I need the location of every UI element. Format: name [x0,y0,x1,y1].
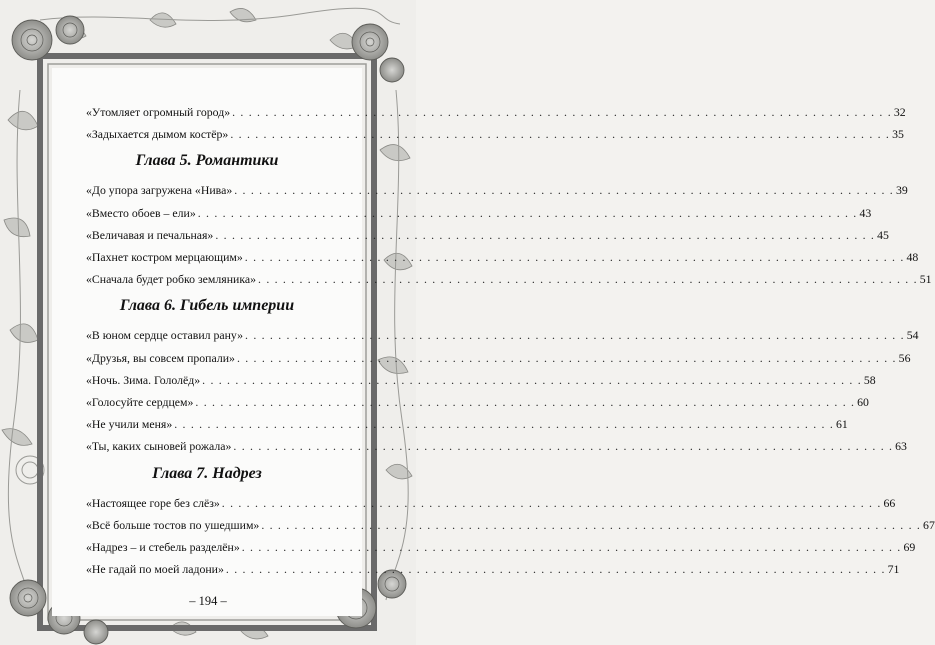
toc-entry-title: «Не учили меня» [86,417,173,432]
content-panel [52,68,935,616]
toc-entry-title: «До упора загружена «Нива» [86,183,233,198]
toc-entry [86,561,900,577]
toc-entry-title: «Всё больше тостов по ушедшим» [86,517,260,532]
dot-leader: . . . . . . . . . . . . . . . . . . . . . . . . . . . . . . . . . . . . . . . . . . . . . . . . . . . . . . . . . . . . . . . . . . . . . . . . . . . . . . . . [174,417,834,432]
toc-entry-title: «Голосуйте сердцем» [86,395,194,409]
toc-entry [86,126,904,142]
chapter-heading: Глава 6. Гибель империи [119,297,295,315]
toc-entry [86,372,876,388]
toc-entry-page: 71 [887,562,900,577]
toc-entry [86,227,889,243]
toc-entry [86,539,916,555]
toc-entry-page: 56 [898,350,911,365]
dot-leader: . . . . . . . . . . . . . . . . . . . . . . . . . . . . . . . . . . . . . . . . . . . . . . . . . . . . . . . . . . . . . . . . . . . . . . . . . . . . . . . . [236,350,897,365]
toc-entry-title: «Величавая и печальная» [86,227,214,242]
toc-entry-page: 45 [877,227,889,242]
toc-entry [86,416,848,432]
toc-entry [86,495,896,511]
dot-leader: . . . . . . . . . . . . . . . . . . . . . . . . . . . . . . . . . . . . . . . . . . . . . . . . . . . . . . . . . . . . . . . . . . . . . . . . . . . . . . . . [230,127,891,142]
dot-leader: . . . . . . . . . . . . . . . . . . . . . . . . . . . . . . . . . . . . . . . . . . . . . . . . . . . . . . . . . . . . . . . . . . . . . . . . . . . . . . . . [215,227,876,242]
dot-leader: . . . . . . . . . . . . . . . . . . . . . . . . . . . . . . . . . . . . . . . . . . . . . . . . . . . . . . . . . . . . . . . . . . . . . . . . . . . . . . . . [261,517,922,532]
dot-leader: . . . . . . . . . . . . . . . . . . . . . . . . . . . . . . . . . . . . . . . . . . . . . . . . . . . . . . . . . . . . . . . . . . . . . . . . . . . . . . . . [234,183,894,198]
toc-entry-title: «Вместо обоев – ели» [86,205,196,220]
table-of-contents [52,68,935,616]
dot-leader: . . . . . . . . . . . . . . . . . . . . . . . . . . . . . . . . . . . . . . . . . . . . . . . . . . . . . . . . . . . . . . . . . . . . . . . . . . . . . . . . [258,272,918,287]
toc-entry-page: 69 [903,540,916,554]
chapter-heading: Глава 7. Надрез [152,464,262,482]
dot-leader: . . . . . . . . . . . . . . . . . . . . . . . . . . . . . . . . . . . . . . . . . . . . . . . . . . . . . . . . . . . . . . . . . . . . . . . . . . . . . . . . [195,395,856,409]
toc-entry-page: 51 [919,272,932,287]
toc-entry-page: 60 [857,395,869,409]
toc-entry [86,205,872,221]
dot-leader: . . . . . . . . . . . . . . . . . . . . . . . . . . . . . . . . . . . . . . . . . . . . . . . . . . . . . . . . . . . . . . . . . . . . . . . . . . . . . . . . [221,495,882,510]
toc-entry [86,182,908,198]
toc-entry [86,249,919,265]
dot-leader: . . . . . . . . . . . . . . . . . . . . . . . . . . . . . . . . . . . . . . . . . . . . . . . . . . . . . . . . . . . . . . . . . . . . . . . . . . . . . . . . [202,372,862,387]
toc-entry-title: «Пахнет костром мерцающим» [86,250,243,264]
toc-entry-title: «Не гадай по моей ладони» [86,562,224,577]
toc-entry [86,517,935,533]
dot-leader: . . . . . . . . . . . . . . . . . . . . . . . . . . . . . . . . . . . . . . . . . . . . . . . . . . . . . . . . . . . . . . . . . . . . . . . . . . . . . . . . [232,105,892,119]
toc-entry-page: 35 [892,127,904,142]
toc-entry-page: 48 [906,250,919,264]
toc-entry-title: «Друзья, вы совсем пропали» [86,350,235,365]
dot-leader: . . . . . . . . . . . . . . . . . . . . . . . . . . . . . . . . . . . . . . . . . . . . . . . . . . . . . . . . . . . . . . . . . . . . . . . . . . . . . . . . [245,328,905,343]
toc-entry-title: «Ночь. Зима. Гололёд» [86,372,201,387]
dot-leader: . . . . . . . . . . . . . . . . . . . . . . . . . . . . . . . . . . . . . . . . . . . . . . . . . . . . . . . . . . . . . . . . . . . . . . . . . . . . . . . . [241,540,902,554]
toc-entry-page: 63 [895,439,907,454]
toc-entry-title: «Настоящее горе без слёз» [86,495,220,510]
toc-entry [86,438,907,454]
toc-entry-title: «Сначала будет робко земляника» [86,272,257,287]
toc-entry-page: 43 [859,205,872,220]
toc-entry-title: «Надрез – и стебель разделён» [86,540,240,554]
toc-entry-page: 61 [835,417,848,432]
chapter-heading: Глава 5. Романтики [135,152,279,170]
toc-entry [86,394,869,410]
toc-entry [86,104,906,120]
toc-entry [86,327,919,343]
dot-leader: . . . . . . . . . . . . . . . . . . . . . . . . . . . . . . . . . . . . . . . . . . . . . . . . . . . . . . . . . . . . . . . . . . . . . . . . . . . . . . . . [197,205,858,220]
toc-entry-page: 32 [893,105,906,119]
toc-entry-title: «Задыхается дымом костёр» [86,127,229,142]
page-number: – 194 – [189,594,227,608]
toc-entry-title: «В юном сердце оставил рану» [86,328,244,343]
dot-leader: . . . . . . . . . . . . . . . . . . . . . . . . . . . . . . . . . . . . . . . . . . . . . . . . . . . . . . . . . . . . . . . . . . . . . . . . . . . . . . . . [225,562,886,577]
toc-entry-title: «Ты, каких сыновей рожала» [86,439,232,454]
dot-leader: . . . . . . . . . . . . . . . . . . . . . . . . . . . . . . . . . . . . . . . . . . . . . . . . . . . . . . . . . . . . . . . . . . . . . . . . . . . . . . . . [233,439,894,454]
toc-entry-page: 66 [883,495,896,510]
dot-leader: . . . . . . . . . . . . . . . . . . . . . . . . . . . . . . . . . . . . . . . . . . . . . . . . . . . . . . . . . . . . . . . . . . . . . . . . . . . . . . . . [244,250,905,264]
toc-entry-page: 54 [906,328,919,343]
toc-entry [86,350,911,366]
toc-entry-title: «Утомляет огромный город» [86,105,231,119]
toc-entry-page: 39 [895,183,908,198]
toc-entry [86,271,932,287]
toc-entry-page: 67 [923,517,935,532]
toc-entry-page: 58 [863,372,876,387]
